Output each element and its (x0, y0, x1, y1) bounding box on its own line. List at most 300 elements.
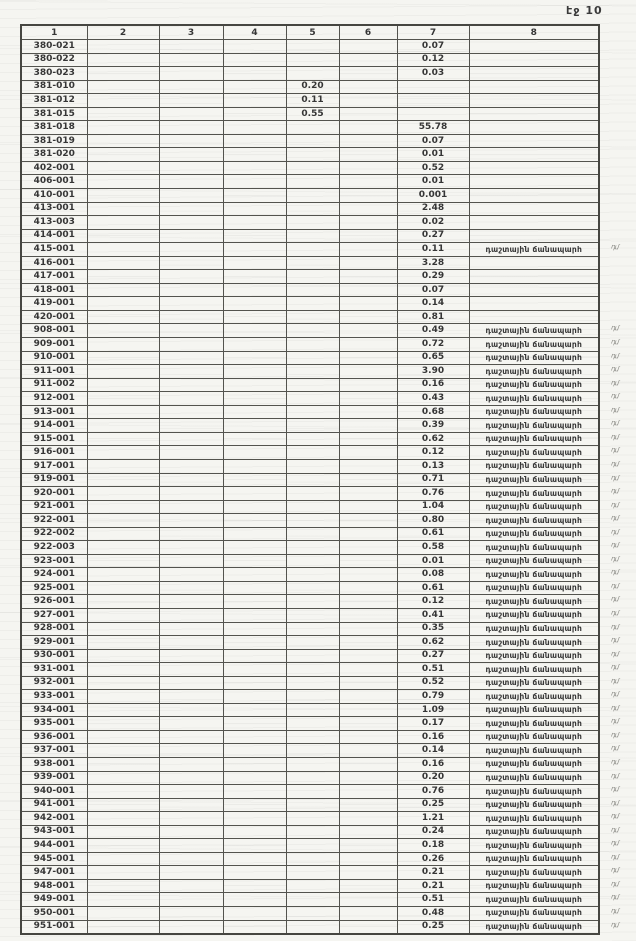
handwritten-margin-mark: դմ (610, 852, 619, 862)
cell-code: 381-020 (21, 148, 87, 162)
table-row (21, 338, 599, 352)
column-header-8: 8 (469, 25, 599, 40)
cell-col2 (87, 771, 159, 785)
cell-col4 (223, 229, 286, 243)
cell-col2 (87, 663, 159, 677)
cell-col6 (339, 202, 397, 216)
cell-col7: 0.62 (397, 432, 469, 446)
cell-col5 (286, 541, 339, 555)
cell-col5 (286, 514, 339, 528)
cell-code: 920-001 (21, 487, 87, 501)
cell-col5 (286, 310, 339, 324)
handwritten-margin-mark: դմ (610, 703, 619, 713)
cell-col5 (286, 487, 339, 501)
cell-col8 (469, 283, 599, 297)
cell-col2 (87, 283, 159, 297)
cell-code: 951-001 (21, 920, 87, 934)
cell-code: 944-001 (21, 839, 87, 853)
handwritten-margin-mark: դմ (610, 757, 619, 767)
cell-col5 (286, 785, 339, 799)
cell-col8 (469, 189, 599, 203)
cell-col5 (286, 568, 339, 582)
cell-col2 (87, 459, 159, 473)
cell-code: 381-015 (21, 107, 87, 121)
cell-col3 (159, 175, 223, 189)
cell-code: 922-003 (21, 541, 87, 555)
cell-col8 (469, 148, 599, 162)
cell-col6 (339, 907, 397, 921)
cell-col6 (339, 839, 397, 853)
table-row (21, 67, 599, 81)
cell-col2 (87, 527, 159, 541)
cell-code: 922-001 (21, 514, 87, 528)
cell-col4 (223, 189, 286, 203)
cell-col6 (339, 40, 397, 54)
cell-col7: 0.21 (397, 879, 469, 893)
cell-col4 (223, 67, 286, 81)
cell-col5 (286, 879, 339, 893)
cell-col5 (286, 730, 339, 744)
cell-col6 (339, 879, 397, 893)
cell-col6 (339, 771, 397, 785)
cell-col4 (223, 690, 286, 704)
cell-code: 909-001 (21, 338, 87, 352)
cell-code: 945-001 (21, 852, 87, 866)
cell-col5 (286, 378, 339, 392)
cell-code: 381-012 (21, 94, 87, 108)
cell-code: 415-001 (21, 243, 87, 257)
cell-col4 (223, 338, 286, 352)
cell-col3 (159, 121, 223, 135)
cell-code: 950-001 (21, 907, 87, 921)
cell-col7: 0.25 (397, 920, 469, 934)
cell-col3 (159, 53, 223, 67)
cell-col8: դաշտային ճանապարհ դմ (469, 907, 599, 921)
cell-col7: 1.04 (397, 500, 469, 514)
cell-col6 (339, 730, 397, 744)
table-row (21, 175, 599, 189)
cell-col8: դաշտային ճանապարհ դմ (469, 338, 599, 352)
cell-col6 (339, 310, 397, 324)
cell-col3 (159, 636, 223, 650)
cell-col3 (159, 541, 223, 555)
cell-code: 933-001 (21, 690, 87, 704)
cell-col4 (223, 852, 286, 866)
cell-col7: 3.90 (397, 365, 469, 379)
cell-col2 (87, 148, 159, 162)
cell-col4 (223, 757, 286, 771)
cell-col5 (286, 595, 339, 609)
cell-col2 (87, 53, 159, 67)
handwritten-margin-mark: դմ (610, 730, 619, 740)
cell-col6 (339, 256, 397, 270)
table-row (21, 148, 599, 162)
cell-col2 (87, 80, 159, 94)
cell-code: 942-001 (21, 812, 87, 826)
cell-col5 (286, 907, 339, 921)
cell-col2 (87, 907, 159, 921)
cell-col4 (223, 514, 286, 528)
cell-col3 (159, 189, 223, 203)
cell-col3 (159, 297, 223, 311)
cell-code: 938-001 (21, 757, 87, 771)
cell-col2 (87, 568, 159, 582)
cell-col3 (159, 432, 223, 446)
table-row (21, 717, 599, 731)
cell-col5 (286, 419, 339, 433)
handwritten-margin-mark: դմ (610, 242, 619, 252)
cell-col5 (286, 663, 339, 677)
cell-col6 (339, 568, 397, 582)
cell-col8: դաշտային ճանապարհ դմ (469, 595, 599, 609)
table-row (21, 432, 599, 446)
cell-col2 (87, 541, 159, 555)
cell-code: 928-001 (21, 622, 87, 636)
cell-col5: 0.11 (286, 94, 339, 108)
cell-col6 (339, 283, 397, 297)
cell-col3 (159, 338, 223, 352)
cell-col6 (339, 744, 397, 758)
table-row (21, 825, 599, 839)
cell-col6 (339, 365, 397, 379)
cell-col8 (469, 161, 599, 175)
cell-code: 931-001 (21, 663, 87, 677)
cell-col7: 0.49 (397, 324, 469, 338)
table-row (21, 270, 599, 284)
cell-col7 (397, 94, 469, 108)
cell-code: 413-001 (21, 202, 87, 216)
cell-col2 (87, 297, 159, 311)
cell-col6 (339, 852, 397, 866)
cell-col3 (159, 216, 223, 230)
cell-col5 (286, 283, 339, 297)
cell-col4 (223, 798, 286, 812)
table-row (21, 392, 599, 406)
handwritten-margin-mark: դմ (610, 825, 619, 835)
cell-col8: դաշտային ճանապարհ դմ (469, 581, 599, 595)
cell-col7: 0.71 (397, 473, 469, 487)
handwritten-margin-mark: դմ (610, 473, 619, 482)
cell-col4 (223, 175, 286, 189)
table-row (21, 622, 599, 636)
cell-col3 (159, 256, 223, 270)
cell-col3 (159, 514, 223, 528)
cell-col8: դաշտային ճանապարհ դմ (469, 419, 599, 433)
cell-col7: 0.16 (397, 730, 469, 744)
cell-col8 (469, 94, 599, 108)
cell-code: 914-001 (21, 419, 87, 433)
table-row (21, 581, 599, 595)
cell-col7: 0.01 (397, 175, 469, 189)
table-row (21, 53, 599, 67)
cell-col8 (469, 67, 599, 81)
handwritten-margin-mark: դմ (610, 689, 619, 699)
cell-col5 (286, 324, 339, 338)
handwritten-margin-mark: դմ (610, 391, 619, 401)
cell-col8: դաշտային ճանապարհ դմ (469, 893, 599, 907)
cell-col7: 0.39 (397, 419, 469, 433)
cell-col7: 0.12 (397, 446, 469, 460)
cell-col8 (469, 40, 599, 54)
cell-col3 (159, 690, 223, 704)
table-row (21, 40, 599, 54)
cell-col3 (159, 270, 223, 284)
table-row (21, 351, 599, 365)
cell-col6 (339, 351, 397, 365)
cell-col6 (339, 812, 397, 826)
cell-col3 (159, 757, 223, 771)
cell-col2 (87, 825, 159, 839)
handwritten-margin-mark: դմ (610, 838, 619, 848)
cell-col7: 0.17 (397, 717, 469, 731)
cell-col8: դաշտային ճանապարհ դմ (469, 378, 599, 392)
cell-col3 (159, 365, 223, 379)
table-row (21, 446, 599, 460)
cell-code: 929-001 (21, 636, 87, 650)
cell-col2 (87, 785, 159, 799)
cell-col7: 0.07 (397, 134, 469, 148)
cell-code: 380-023 (21, 67, 87, 81)
cell-col2 (87, 134, 159, 148)
table-row (21, 812, 599, 826)
cell-col3 (159, 839, 223, 853)
handwritten-margin-mark: դմ (610, 676, 619, 686)
table-row (21, 852, 599, 866)
cell-col6 (339, 514, 397, 528)
cell-col2 (87, 121, 159, 135)
handwritten-margin-mark: դմ (610, 662, 619, 672)
cell-col5 (286, 744, 339, 758)
cell-col7: 0.61 (397, 527, 469, 541)
table-row (21, 703, 599, 717)
cell-col2 (87, 636, 159, 650)
cell-code: 926-001 (21, 595, 87, 609)
cell-code: 936-001 (21, 730, 87, 744)
cell-col4 (223, 568, 286, 582)
table-row (21, 256, 599, 270)
cell-col3 (159, 893, 223, 907)
cell-col6 (339, 785, 397, 799)
cell-col2 (87, 798, 159, 812)
cell-col8 (469, 297, 599, 311)
cell-col6 (339, 67, 397, 81)
cell-code: 413-003 (21, 216, 87, 230)
cell-col7: 0.20 (397, 771, 469, 785)
cell-col8: դաշտային ճանապարհ դմ (469, 879, 599, 893)
cell-col2 (87, 622, 159, 636)
table-row (21, 365, 599, 379)
cell-col8: դաշտային ճանապարհ դմ (469, 866, 599, 880)
cell-code: 922-002 (21, 527, 87, 541)
cell-col4 (223, 663, 286, 677)
cell-col5: 0.20 (286, 80, 339, 94)
handwritten-margin-mark: դմ (610, 459, 619, 469)
handwritten-margin-mark: դմ (610, 865, 619, 875)
table-row (21, 920, 599, 934)
cell-col7: 0.41 (397, 608, 469, 622)
cell-col4 (223, 148, 286, 162)
cell-col8: դաշտային ճանապարհ դմ (469, 852, 599, 866)
table-row (21, 785, 599, 799)
cell-col4 (223, 107, 286, 121)
cell-col8: դաշտային ճանապարհ դմ (469, 663, 599, 677)
cell-col2 (87, 107, 159, 121)
cell-col4 (223, 80, 286, 94)
cell-col8: դաշտային ճանապարհ դմ (469, 839, 599, 853)
cell-col8: դաշտային ճանապարհ դմ (469, 717, 599, 731)
cell-col7: 1.21 (397, 812, 469, 826)
cell-col8 (469, 134, 599, 148)
cell-col8: դաշտային ճանապարհ դմ (469, 622, 599, 636)
cell-col7: 0.81 (397, 310, 469, 324)
cell-col4 (223, 622, 286, 636)
cell-col3 (159, 703, 223, 717)
cell-col7: 0.43 (397, 392, 469, 406)
cell-col7: 0.07 (397, 40, 469, 54)
table-row (21, 541, 599, 555)
cell-col8 (469, 107, 599, 121)
cell-col7: 0.25 (397, 798, 469, 812)
cell-col5 (286, 161, 339, 175)
cell-col4 (223, 405, 286, 419)
cell-col8 (469, 53, 599, 67)
cell-col7: 0.03 (397, 67, 469, 81)
cell-col3 (159, 446, 223, 460)
cell-col2 (87, 839, 159, 853)
cell-col5 (286, 771, 339, 785)
table-row (21, 107, 599, 121)
table-row (21, 94, 599, 108)
cell-col6 (339, 527, 397, 541)
table-row (21, 514, 599, 528)
cell-col4 (223, 121, 286, 135)
cell-code: 416-001 (21, 256, 87, 270)
cell-col2 (87, 392, 159, 406)
cell-col6 (339, 473, 397, 487)
cell-col3 (159, 663, 223, 677)
cell-col2 (87, 581, 159, 595)
cell-code: 915-001 (21, 432, 87, 446)
handwritten-margin-mark: դմ (610, 594, 619, 604)
cell-col5 (286, 893, 339, 907)
cell-code: 414-001 (21, 229, 87, 243)
handwritten-margin-mark: դմ (610, 581, 619, 591)
cell-col5 (286, 405, 339, 419)
cell-col5 (286, 608, 339, 622)
handwritten-margin-mark: դմ (610, 771, 619, 780)
cell-col3 (159, 419, 223, 433)
table-row (21, 527, 599, 541)
cell-col3 (159, 107, 223, 121)
page-number-label: էջ 10 (566, 4, 603, 17)
cell-col7: 0.16 (397, 757, 469, 771)
cell-col3 (159, 310, 223, 324)
handwritten-margin-mark: դմ (610, 879, 619, 889)
table-row (21, 608, 599, 622)
table-row (21, 473, 599, 487)
cell-col8 (469, 216, 599, 230)
cell-code: 939-001 (21, 771, 87, 785)
cell-col3 (159, 405, 223, 419)
cell-col3 (159, 243, 223, 257)
cell-col2 (87, 866, 159, 880)
cell-col6 (339, 690, 397, 704)
cell-col8: դաշտային ճանապարհ դմ (469, 473, 599, 487)
cell-col6 (339, 148, 397, 162)
cell-col3 (159, 879, 223, 893)
table-row (21, 839, 599, 853)
cell-col8: դաշտային ճանապարհ դմ (469, 365, 599, 379)
cell-col6 (339, 825, 397, 839)
cell-col7: 0.79 (397, 690, 469, 704)
cell-col2 (87, 812, 159, 826)
cell-code: 917-001 (21, 459, 87, 473)
table-body (21, 40, 619, 934)
cell-col2 (87, 432, 159, 446)
cell-col5 (286, 297, 339, 311)
cell-code: 940-001 (21, 785, 87, 799)
cell-col3 (159, 283, 223, 297)
cell-col4 (223, 432, 286, 446)
cell-col7: 0.76 (397, 487, 469, 501)
cell-col2 (87, 500, 159, 514)
scan-table (20, 24, 619, 935)
table-row (21, 161, 599, 175)
cell-col7: 0.01 (397, 148, 469, 162)
cell-col6 (339, 243, 397, 257)
table-row (21, 378, 599, 392)
handwritten-margin-mark: դմ (610, 513, 619, 523)
cell-col5 (286, 148, 339, 162)
cell-col4 (223, 94, 286, 108)
cell-col7: 0.001 (397, 189, 469, 203)
cell-code: 932-001 (21, 676, 87, 690)
cell-col8: դաշտային ճանապարհ դմ (469, 608, 599, 622)
cell-col7 (397, 107, 469, 121)
cell-col5 (286, 473, 339, 487)
handwritten-margin-mark: դմ (610, 486, 619, 496)
cell-col7: 0.80 (397, 514, 469, 528)
cell-code: 380-022 (21, 53, 87, 67)
cell-col3 (159, 67, 223, 81)
cell-col5 (286, 636, 339, 650)
column-header-2: 2 (87, 25, 159, 40)
cell-code: 380-021 (21, 40, 87, 54)
cell-col7: 0.12 (397, 595, 469, 609)
cell-col8 (469, 202, 599, 216)
column-header-3: 3 (159, 25, 223, 40)
cell-col4 (223, 53, 286, 67)
cell-code: 911-001 (21, 365, 87, 379)
cell-col6 (339, 432, 397, 446)
cell-col8 (469, 80, 599, 94)
cell-col4 (223, 297, 286, 311)
cell-col3 (159, 392, 223, 406)
cell-col2 (87, 40, 159, 54)
handwritten-margin-mark: դմ (610, 364, 619, 374)
cell-col8: դաշտային ճանապարհ դմ (469, 730, 599, 744)
cell-col3 (159, 744, 223, 758)
cell-col5 (286, 392, 339, 406)
cell-col7: 0.76 (397, 785, 469, 799)
cell-col6 (339, 229, 397, 243)
cell-col6 (339, 541, 397, 555)
cell-col4 (223, 378, 286, 392)
cell-col4 (223, 676, 286, 690)
cell-col2 (87, 419, 159, 433)
table-row (21, 216, 599, 230)
cell-col2 (87, 67, 159, 81)
